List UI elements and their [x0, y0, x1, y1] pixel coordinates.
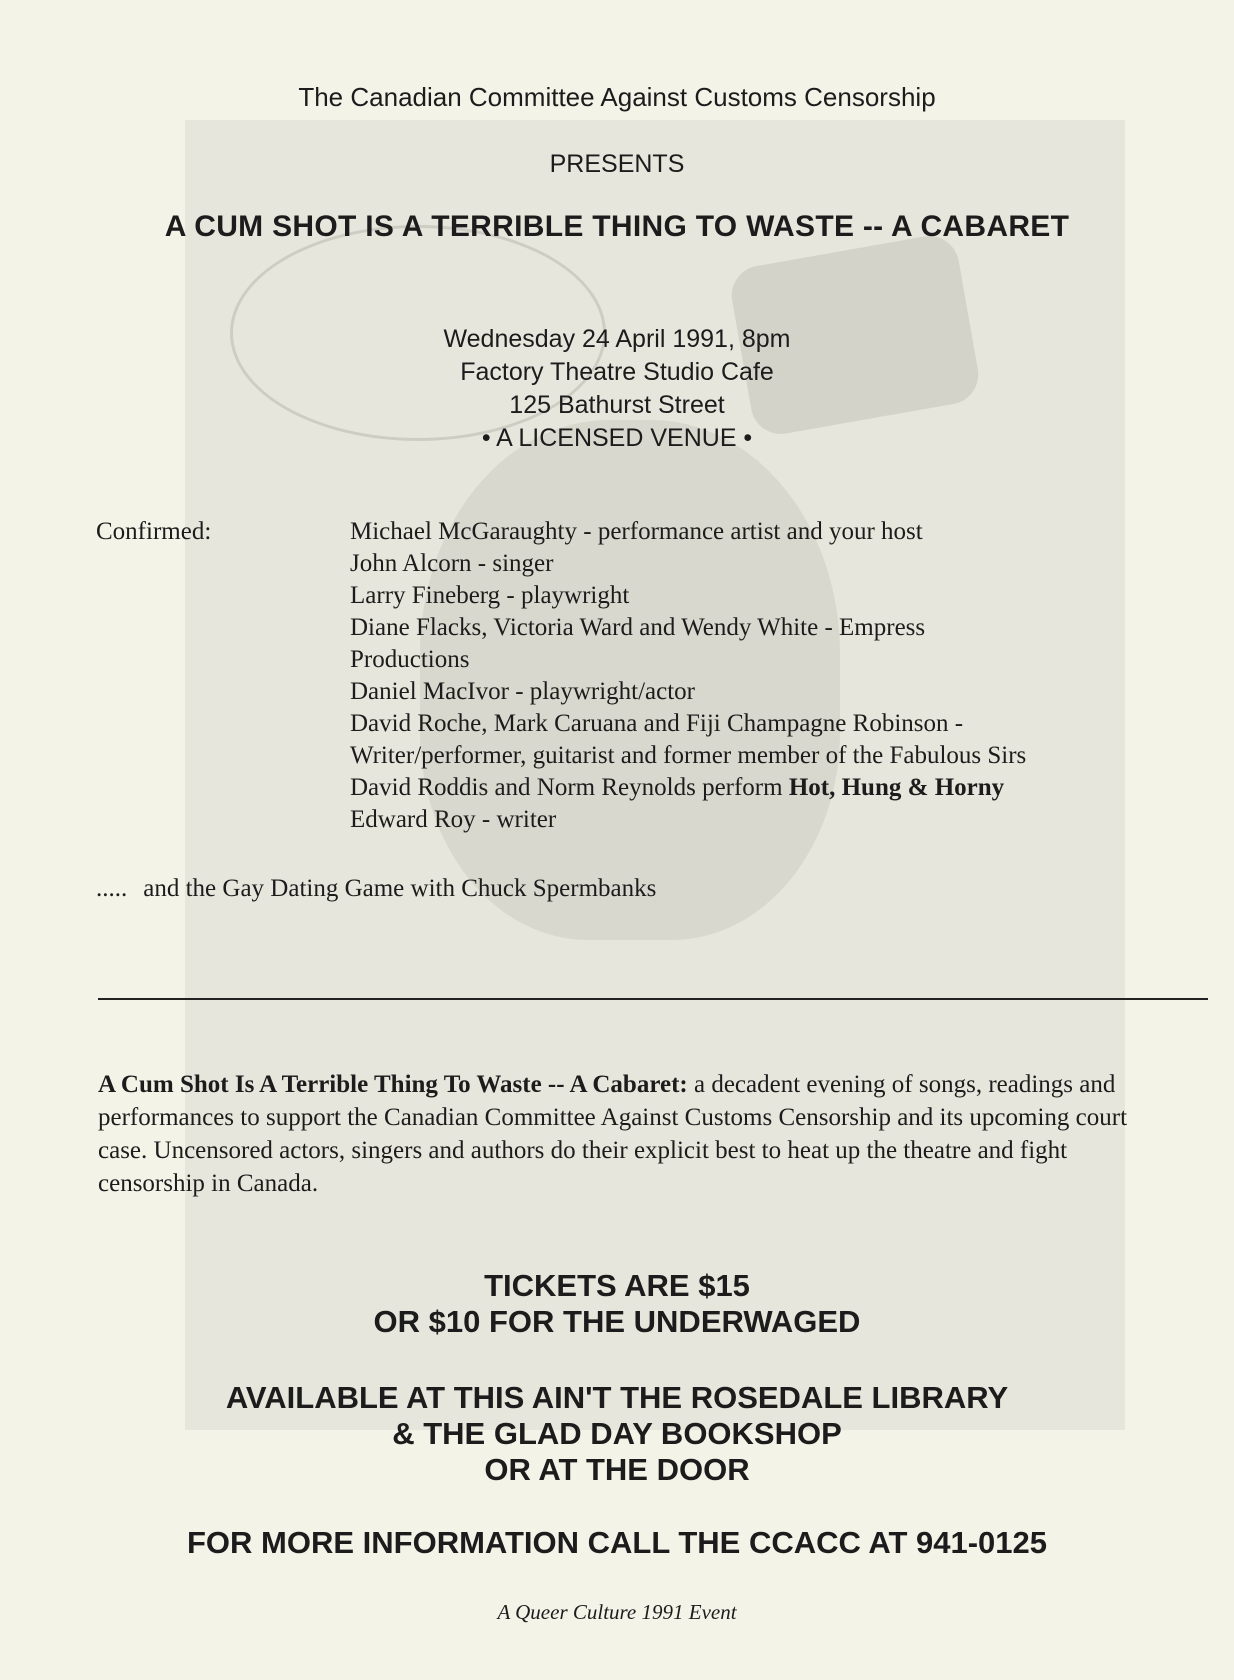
- confirmed-label: Confirmed:: [96, 518, 212, 545]
- performer-list: [350, 516, 1210, 836]
- presents-label: PRESENTS: [549, 150, 685, 178]
- availability-line: OR AT THE DOOR: [484, 1452, 750, 1487]
- performer-line: Writer/performer, guitarist and former member of the Fabulous Sirs: [350, 742, 1027, 769]
- event-address: 125 Bathurst Street: [509, 391, 725, 419]
- description-lead: A Cum Shot Is A Terrible Thing To Waste -- A Cabaret:: [98, 1071, 688, 1098]
- performer-line: Diane Flacks, Victoria Ward and Wendy White - Empress: [350, 614, 926, 641]
- performer-line: [350, 772, 1210, 804]
- footer-credit: A Queer Culture 1991 Event: [497, 1600, 737, 1624]
- availability-line: AVAILABLE AT THIS AIN'T THE ROSEDALE LIBRARY: [225, 1380, 1009, 1415]
- performer-line: Productions: [350, 646, 470, 673]
- ticket-prices: [0, 1268, 1234, 1340]
- organization-name: The Canadian Committee Against Customs Censorship: [298, 82, 936, 112]
- event-title: A CUM SHOT IS A TERRIBLE THING TO WASTE -- A CABARET: [164, 210, 1070, 243]
- performer-line: Larry Fineberg - playwright: [350, 582, 630, 609]
- performer-line: Daniel MacIvor - playwright/actor: [350, 678, 696, 705]
- event-details: [0, 323, 1234, 455]
- ticket-availability: [0, 1380, 1234, 1488]
- section-divider: [98, 998, 1208, 1000]
- licensed-venue-note: • A LICENSED VENUE •: [481, 424, 753, 452]
- dating-game-line: [96, 875, 656, 903]
- performer-line: David Roche, Mark Caruana and Fiji Champagne Robinson -: [350, 710, 964, 737]
- dating-game-text: and the Gay Dating Game with Chuck Spermbanks: [143, 875, 657, 902]
- performer-line: Edward Roy - writer: [350, 806, 557, 833]
- roddis-show-title: Hot, Hung & Horny: [788, 774, 1005, 801]
- performer-line: Michael McGaraughty - performance artist and your host: [350, 518, 923, 545]
- ticket-price-line: OR $10 FOR THE UNDERWAGED: [373, 1304, 861, 1339]
- event-description: [98, 1068, 1158, 1200]
- event-venue: Factory Theatre Studio Cafe: [460, 358, 774, 386]
- contact-info: FOR MORE INFORMATION CALL THE CCACC AT 941-0125: [186, 1525, 1048, 1560]
- ellipsis: .....: [96, 875, 128, 902]
- event-date-time: Wednesday 24 April 1991, 8pm: [443, 325, 791, 353]
- ticket-price-line: TICKETS ARE $15: [484, 1268, 750, 1303]
- description-body: a decadent evening of songs, readings and performances to support the Canadian Committee Against Customs Censorship and its upcoming court case. Uncensored actors, singers and authors do their explicit best to heat up the theatre and fight censorship in Canada.: [98, 1071, 1128, 1197]
- roddis-prefix: David Roddis and Norm Reynolds perform: [350, 774, 789, 801]
- availability-line: & THE GLAD DAY BOOKSHOP: [392, 1416, 842, 1451]
- performer-line: John Alcorn - singer: [350, 550, 554, 577]
